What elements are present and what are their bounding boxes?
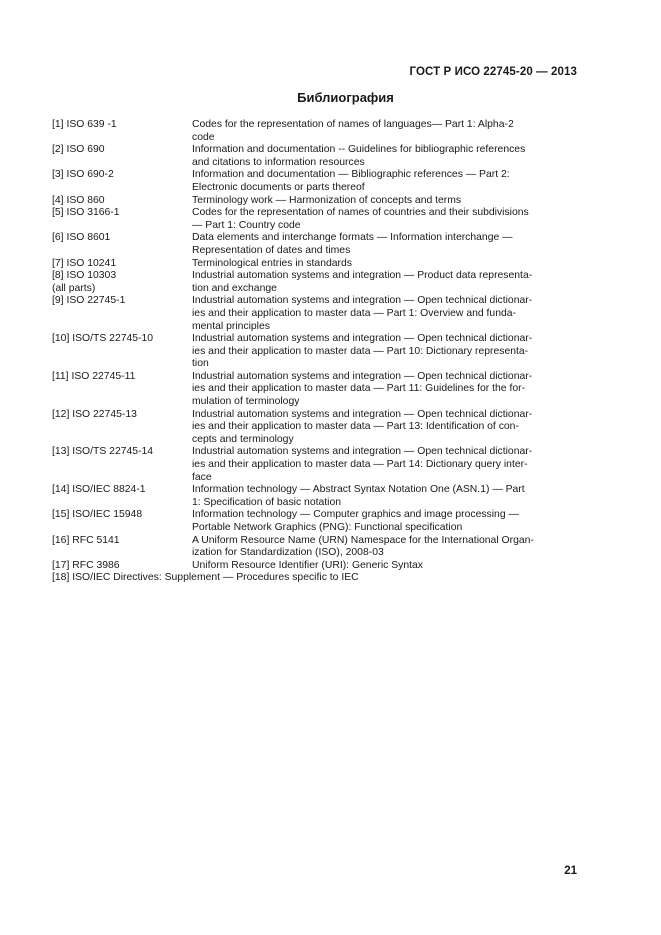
- entry-description: Industrial automation systems and integration — Product data representa- tion and exchange: [192, 270, 533, 294]
- entry-description: A Uniform Resource Name (URN) Namespace for the International Organ- ization for Standardization (ISO), 2008-03: [192, 534, 534, 559]
- bibliography-entry: [52, 195, 572, 208]
- bibliography-entry: [52, 333, 572, 371]
- entry-description: Industrial automation systems and integration — Open technical dictionar- ies and their application to master data — Part 14: Dictionary query inter- face: [192, 446, 533, 483]
- entry-description: Codes for the representation of names of countries and their subdivisions — Part 1: Country code: [192, 207, 529, 231]
- bibliography-entry: [52, 270, 572, 295]
- entry-description: Industrial automation systems and integration — Open technical dictionar- ies and their application to master data — Part 13: Identification of con- cepts and terminology: [192, 408, 533, 445]
- bibliography-entry: [52, 535, 572, 560]
- entry-description: Information and documentation — Bibliographic references — Part 2: Electronic documents or parts thereof: [192, 169, 510, 193]
- entry-description: Information technology — Computer graphics and image processing — Portable Network Graphics (PNG): Functional specification: [192, 509, 519, 533]
- bibliography-entry: [52, 484, 572, 509]
- bibliography-list: [52, 119, 572, 585]
- entry-reference: [8] ISO 10303 (all parts): [52, 270, 117, 294]
- entry-reference: [18] ISO/IEC Directives: Supplement — Procedures specific to IEC: [52, 572, 359, 584]
- entry-reference: [9] ISO 22745-1: [52, 295, 126, 307]
- entry-reference: [2] ISO 690: [52, 144, 105, 156]
- bibliography-entry: [52, 169, 572, 194]
- entry-description: Industrial automation systems and integration — Open technical dictionar- ies and their application to master data — Part 10: Dictionary representa- tion: [192, 333, 533, 370]
- entry-reference: [16] RFC 5141: [52, 534, 120, 546]
- bibliography-entry: [52, 572, 572, 585]
- entry-description: Codes for the representation of names of languages— Part 1: Alpha-2 code: [192, 119, 514, 143]
- entry-description: Information technology — Abstract Syntax Notation One (ASN.1) — Part 1: Specification of basic notation: [192, 484, 525, 508]
- bibliography-entry: [52, 295, 572, 333]
- entry-reference: [5] ISO 3166-1: [52, 207, 120, 219]
- entry-description: Terminology work — Harmonization of concepts and terms: [192, 194, 462, 206]
- entry-description: Industrial automation systems and integration — Open technical dictionar- ies and their application to master data — Part 11: Guidelines for the for- mulation of terminology: [192, 370, 533, 408]
- entry-description: Information and documentation -- Guidelines for bibliographic references and citations to information resources: [192, 144, 526, 168]
- bibliography-entry: [52, 509, 572, 534]
- entry-reference: [6] ISO 8601: [52, 232, 111, 244]
- bibliography-entry: [52, 258, 572, 271]
- entry-reference: [3] ISO 690-2: [52, 169, 114, 181]
- entry-reference: [7] ISO 10241: [52, 257, 117, 269]
- bibliography-entry: [52, 409, 572, 447]
- entry-reference: [10] ISO/TS 22745-10: [52, 333, 154, 345]
- entry-reference: [1] ISO 639 -1: [52, 119, 117, 130]
- document-standard-header: ГОСТ Р ИСО 22745-20 — 2013: [409, 66, 577, 78]
- entry-reference: [15] ISO/IEC 15948: [52, 509, 143, 521]
- bibliography-entry: [52, 232, 572, 257]
- entry-reference: [11] ISO 22745-11: [52, 370, 136, 382]
- bibliography-entry: [52, 144, 572, 169]
- bibliography-entry: [52, 207, 572, 232]
- entry-reference: [14] ISO/IEC 8824-1: [52, 484, 146, 496]
- page-title: Библиография: [297, 90, 394, 105]
- page-number: 21: [564, 865, 577, 877]
- bibliography-entry: [52, 446, 572, 484]
- entry-reference: [13] ISO/TS 22745-14: [52, 446, 154, 458]
- entry-reference: [12] ISO 22745-13: [52, 408, 137, 420]
- entry-description: Industrial automation systems and integration — Open technical dictionar- ies and their application to master data — Part 1: Overview and funda- mental principles: [192, 295, 533, 332]
- entry-reference: [4] ISO 860: [52, 194, 105, 206]
- bibliography-entry: [52, 371, 572, 409]
- bibliography-entry: [52, 560, 572, 573]
- entry-description: Data elements and interchange formats — Information interchange — Representation of dates and times: [192, 232, 513, 256]
- entry-description: Uniform Resource Identifier (URI): Generic Syntax: [192, 559, 423, 571]
- bibliography-entry: [52, 119, 572, 144]
- entry-reference: [17] RFC 3986: [52, 559, 120, 571]
- entry-description: Terminological entries in standards: [192, 257, 352, 269]
